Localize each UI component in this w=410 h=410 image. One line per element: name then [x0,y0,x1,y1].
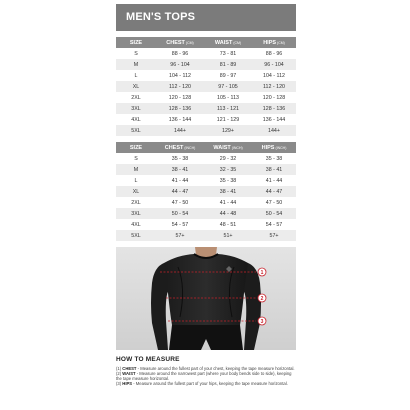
table-row [116,59,296,70]
table-row [116,125,296,136]
measurement-cell: 120 - 128 [168,94,192,101]
measurement-cell: 50 - 54 [156,208,204,219]
measurement-cell: 97 - 105 [204,81,252,92]
measurement-cell: 54 - 57 [265,221,283,228]
measurement-cell: 35 - 38 [265,155,283,162]
size-cell: 4XL [131,116,141,123]
measurement-cell: 38 - 41 [204,186,252,197]
measurement-cell: 54 - 57 [171,221,189,228]
size-cell: 3XL [116,103,156,114]
table-row [116,153,296,164]
column-header-unit: (INCH) [231,145,243,150]
size-cell: XL [116,186,156,197]
measurement-cell: 104 - 112 [169,72,191,79]
size-cell: 2XL [131,199,141,206]
table-row [116,186,296,197]
measurement-cell: 50 - 54 [252,208,296,219]
column-header [252,142,296,153]
measurement-cell: 88 - 96 [171,50,189,57]
table-row [116,219,296,230]
table-row [116,164,296,175]
measurement-cell: 89 - 97 [219,72,237,79]
size-cell: M [116,59,156,70]
measurement-cell: 48 - 51 [219,221,237,228]
measurement-cell: 41 - 44 [219,199,237,206]
measurement-cell: 41 - 44 [171,177,189,184]
how-to-item-number: (3) [116,381,122,387]
column-header [252,37,296,48]
measurement-cell: 29 - 32 [219,155,237,162]
how-to-item-name: CHEST [122,366,137,371]
size-cell: 3XL [116,208,156,219]
column-header [116,37,156,48]
how-to-item-number: (1) [116,366,122,371]
measurement-cell: 57+ [252,230,296,241]
measurement-figure [116,247,296,350]
size-cell: L [134,177,138,184]
measurement-cell: 104 - 112 [263,72,285,79]
column-header-label: WAIST [214,39,233,46]
measurement-cell: 44 - 47 [156,186,204,197]
column-header [156,37,204,48]
measurement-cell: 51+ [204,230,252,241]
measurement-cell: 81 - 89 [204,59,252,70]
measurement-cell: 105 - 113 [217,94,239,101]
column-header [156,142,204,153]
measurement-cell: 35 - 38 [171,155,189,162]
column-header [204,37,252,48]
size-cell: S [134,50,138,57]
column-header-label: HIPS [263,39,277,46]
measurement-cell: 136 - 144 [262,116,286,123]
marker-number: 2 [260,295,264,302]
measurement-cell: 96 - 104 [156,59,204,70]
column-header-label: CHEST [166,39,185,46]
marker-number: 3 [260,318,264,325]
marker-hips [258,317,266,325]
size-cell: 5XL [116,125,156,136]
size-cell: S [134,155,138,162]
page-title: MEN'S TOPS [116,4,296,31]
size-table-inch [116,142,296,241]
measurement-cell: 88 - 96 [265,50,283,57]
table-row [116,175,296,186]
measurement-cell: 128 - 136 [252,103,296,114]
model-shirt [162,254,250,325]
size-cell: 4XL [131,221,141,228]
column-header [116,142,156,153]
table-row [116,197,296,208]
measurement-cell: 121 - 129 [216,116,240,123]
size-cell: 5XL [116,230,156,241]
table-row [116,48,296,59]
measurement-cell: 128 - 136 [156,103,204,114]
column-header [204,142,252,153]
measurement-cell: 47 - 50 [171,199,189,206]
size-cell: XL [116,81,156,92]
how-to-item-name: HIPS [122,381,133,387]
measurement-cell: 44 - 47 [252,186,296,197]
measurement-cell: 73 - 81 [219,50,237,57]
how-to-item-text: - Measure around the narrowest part (where your body bends side to side), keeping the tape measure horizontal. [116,371,292,382]
measurement-cell: 113 - 121 [204,103,252,114]
marker-chest [258,268,266,276]
size-cell: L [134,72,138,79]
how-to-measure [116,356,298,386]
table-row [116,208,296,219]
measurement-cell: 35 - 38 [219,177,237,184]
column-header-unit: (INCH) [184,145,196,150]
column-header-unit: (CM) [233,40,242,45]
measurement-cell: 144+ [156,125,204,136]
table-row [116,114,296,125]
measurement-cell: 44 - 48 [204,208,252,219]
how-to-item-name: WAIST [122,371,136,377]
measurement-cell: 112 - 120 [252,81,296,92]
measurement-cell: 38 - 41 [156,164,204,175]
column-header-label: CHEST [164,144,184,151]
measurement-cell: 47 - 50 [265,199,283,206]
table-row [116,103,296,114]
how-to-list [116,366,298,386]
table-row [116,230,296,241]
column-header-label: WAIST [213,144,231,151]
size-table-cm [116,37,296,136]
size-cell: 2XL [131,94,141,101]
marker-number: 1 [260,269,264,276]
how-to-item-number: (2) [116,371,122,377]
measurement-cell: 136 - 144 [168,116,192,123]
model-illustration [116,247,296,350]
measurement-cell: 38 - 41 [252,164,296,175]
size-cell: M [116,164,156,175]
table-header-row [116,142,296,153]
measurement-cell: 120 - 128 [262,94,286,101]
column-header-label: HIPS [261,144,275,151]
measurement-cell: 32 - 35 [204,164,252,175]
column-header-unit: (CM) [277,40,285,45]
marker-waist [258,294,266,302]
how-to-heading: HOW TO MEASURE [116,356,180,363]
table-header-row [116,37,296,48]
how-to-item-text: - Measure around the fullest part of your hips, keeping the tape measure horizontal. [132,381,288,387]
column-header-unit: (INCH) [275,145,287,150]
measurement-cell: 129+ [204,125,252,136]
how-to-item [116,381,298,386]
measurement-cell: 41 - 44 [265,177,283,184]
measurement-cell: 112 - 120 [156,81,204,92]
how-to-item [116,371,298,381]
table-row [116,70,296,81]
measurement-cell: 57+ [156,230,204,241]
table-row [116,81,296,92]
column-header-label: SIZE [129,39,143,46]
measurement-cell: 144+ [252,125,296,136]
measurement-cell: 96 - 104 [252,59,296,70]
column-header-label: SIZE [129,144,143,151]
how-to-item-text: - Measure around the fullest part of your chest, keeping the tape measure horizontal. [136,366,295,371]
column-header-unit: (CM) [185,40,194,45]
table-row [116,92,296,103]
